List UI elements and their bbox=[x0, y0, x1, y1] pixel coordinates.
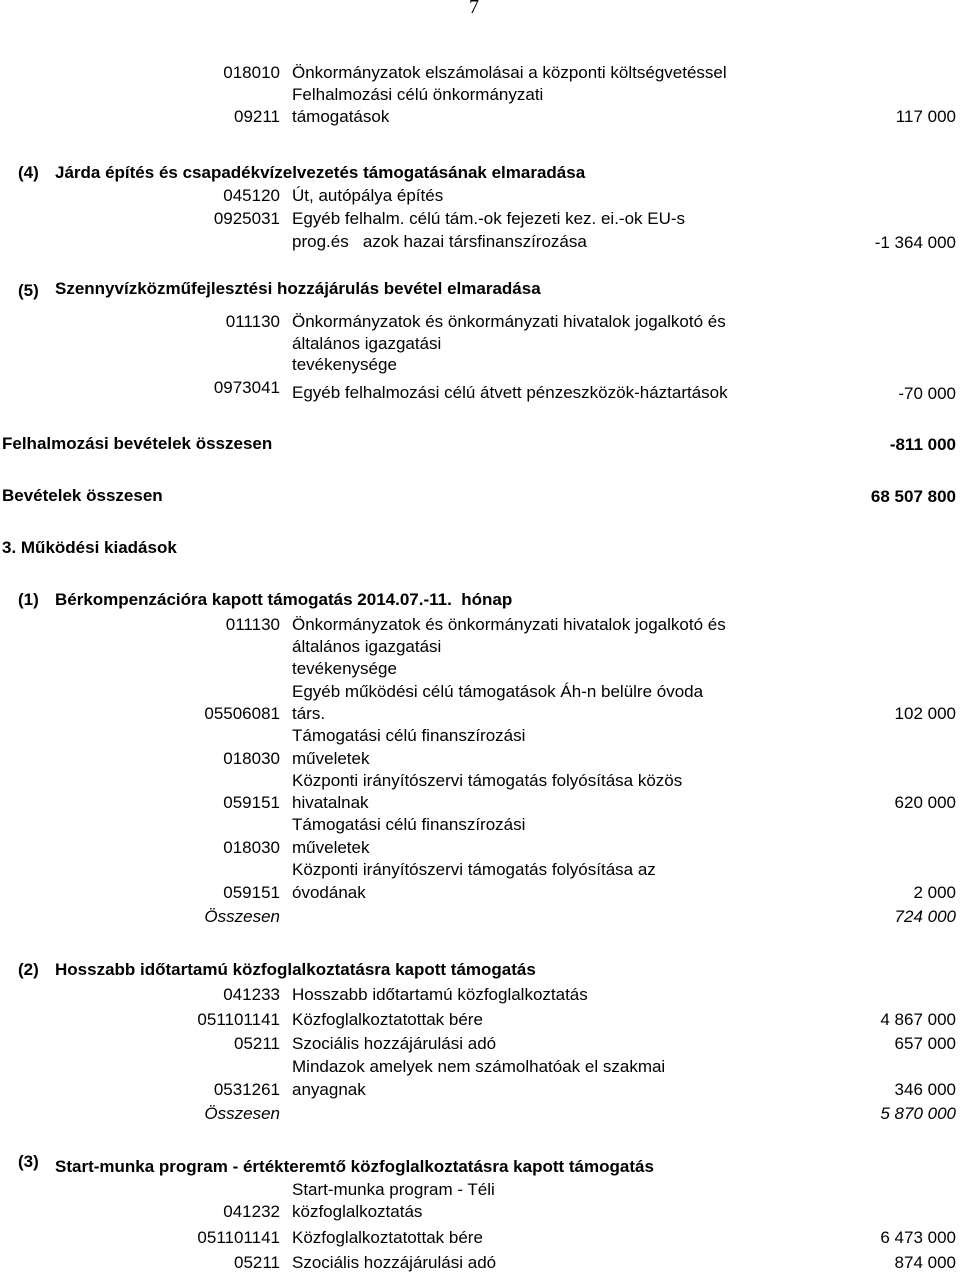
line-text: általános igazgatási bbox=[292, 334, 442, 353]
function-code: 05211 bbox=[233, 1253, 280, 1272]
line-text: tevékenysége bbox=[292, 659, 397, 678]
line-text: műveletek bbox=[292, 838, 370, 857]
line-text: Központi irányítószervi támogatás folyósítása közös bbox=[292, 771, 683, 790]
amount: 117 000 bbox=[895, 107, 956, 126]
total-label: Bevételek összesen bbox=[2, 486, 163, 505]
line-text: Támogatási célú finanszírozási bbox=[292, 815, 526, 834]
function-code: 041232 bbox=[223, 1202, 280, 1221]
line-text: általános igazgatási bbox=[292, 637, 442, 656]
line-text: Önkormányzatok elszámolásai a központi költségvetéssel bbox=[292, 63, 727, 82]
section-number: (2) bbox=[18, 960, 39, 979]
function-code: 011130 bbox=[225, 312, 280, 331]
line-text: Központi irányítószervi támogatás folyósítása az bbox=[292, 860, 656, 879]
line-text: Hosszabb időtartamú közfoglalkoztatás bbox=[292, 985, 588, 1004]
function-code: 0531261 bbox=[213, 1080, 280, 1099]
line-text: Támogatási célú finanszírozási bbox=[292, 726, 526, 745]
function-code: 059151 bbox=[223, 883, 280, 902]
page-number: 7 bbox=[469, 0, 479, 18]
section-number: (1) bbox=[18, 590, 39, 609]
line-text: tevékenysége bbox=[292, 355, 397, 374]
line-text: Start-munka program - Téli bbox=[292, 1180, 495, 1199]
amount: 346 000 bbox=[894, 1080, 956, 1099]
amount: 620 000 bbox=[894, 793, 956, 812]
section-number: (5) bbox=[18, 281, 39, 300]
section-title: Start-munka program - értékteremtő közfoglalkoztatásra kapott támogatás bbox=[55, 1157, 654, 1176]
line-text: támogatások bbox=[292, 107, 390, 126]
line-text: Egyéb felhalm. célú tám.-ok fejezeti kez. ei.-ok EU-s bbox=[292, 209, 686, 228]
function-code: 045120 bbox=[223, 186, 280, 205]
line-text: Út, autópálya építés bbox=[292, 186, 444, 205]
subtotal-amount: 724 000 bbox=[894, 907, 956, 926]
function-code: 09211 bbox=[233, 107, 280, 126]
chapter-title: 3. Működési kiadások bbox=[2, 538, 177, 557]
amount: 6 473 000 bbox=[880, 1228, 956, 1247]
line-text: óvodának bbox=[292, 883, 366, 902]
function-code: 041233 bbox=[223, 985, 280, 1004]
line-text: Felhalmozási célú önkormányzati bbox=[292, 85, 544, 104]
section-number: (4) bbox=[18, 163, 39, 182]
subtotal-label: Összesen bbox=[204, 1104, 280, 1123]
line-text: Szociális hozzájárulási adó bbox=[292, 1253, 497, 1272]
function-code: 051101141 bbox=[197, 1010, 280, 1029]
function-code: 011130 bbox=[225, 615, 280, 634]
amount: -1 364 000 bbox=[874, 233, 956, 252]
amount: 4 867 000 bbox=[880, 1010, 956, 1029]
line-text: Egyéb működési célú támogatások Áh-n belülre óvoda bbox=[292, 682, 704, 701]
line-text: Önkormányzatok és önkormányzati hivatalok jogalkotó és bbox=[292, 312, 726, 331]
line-text: Közfoglalkoztatottak bére bbox=[292, 1228, 483, 1247]
section-title: Járda építés és csapadékvízelvezetés támogatásának elmaradása bbox=[55, 163, 586, 182]
section-title: Bérkompenzációra kapott támogatás 2014.07.-11. hónap bbox=[55, 590, 513, 609]
function-code: 0973041 bbox=[213, 378, 280, 397]
amount: 657 000 bbox=[894, 1034, 956, 1053]
function-code: 051101141 bbox=[197, 1228, 280, 1247]
section-title: Szennyvízközműfejlesztési hozzájárulás bevétel elmaradása bbox=[55, 279, 541, 298]
function-code: 05211 bbox=[233, 1034, 280, 1053]
line-text: Mindazok amelyek nem számolhatóak el szakmai bbox=[292, 1057, 666, 1076]
line-text: Közfoglalkoztatottak bére bbox=[292, 1010, 483, 1029]
line-text: hivatalnak bbox=[292, 793, 369, 812]
section-number: (3) bbox=[18, 1152, 39, 1171]
function-code: 059151 bbox=[223, 793, 280, 812]
line-text: anyagnak bbox=[292, 1080, 366, 1099]
function-code: 05506081 bbox=[204, 704, 280, 723]
line-text: Önkormányzatok és önkormányzati hivatalok jogalkotó és bbox=[292, 615, 726, 634]
line-text: prog.és azok hazai társfinanszírozása bbox=[292, 232, 587, 251]
line-text: Egyéb felhalmozási célú átvett pénzeszközök-háztartások bbox=[292, 383, 728, 402]
section-title: Hosszabb időtartamú közfoglalkoztatásra kapott támogatás bbox=[55, 960, 536, 979]
line-text: közfoglalkoztatás bbox=[292, 1202, 423, 1221]
subtotal-label: Összesen bbox=[204, 907, 280, 926]
subtotal-amount: 5 870 000 bbox=[880, 1104, 956, 1123]
line-text: Szociális hozzájárulási adó bbox=[292, 1034, 497, 1053]
amount: 2 000 bbox=[913, 883, 956, 902]
function-code: 018030 bbox=[223, 749, 280, 768]
function-code: 018010 bbox=[223, 63, 280, 82]
function-code: 018030 bbox=[223, 838, 280, 857]
amount: -70 000 bbox=[898, 384, 956, 403]
amount: 102 000 bbox=[894, 704, 956, 723]
total-amount: 68 507 800 bbox=[870, 487, 956, 506]
line-text: műveletek bbox=[292, 749, 370, 768]
function-code: 0925031 bbox=[213, 209, 280, 228]
total-amount: -811 000 bbox=[889, 435, 956, 454]
amount: 874 000 bbox=[894, 1253, 956, 1272]
line-text: társ. bbox=[292, 704, 326, 723]
total-label: Felhalmozási bevételek összesen bbox=[2, 434, 273, 453]
